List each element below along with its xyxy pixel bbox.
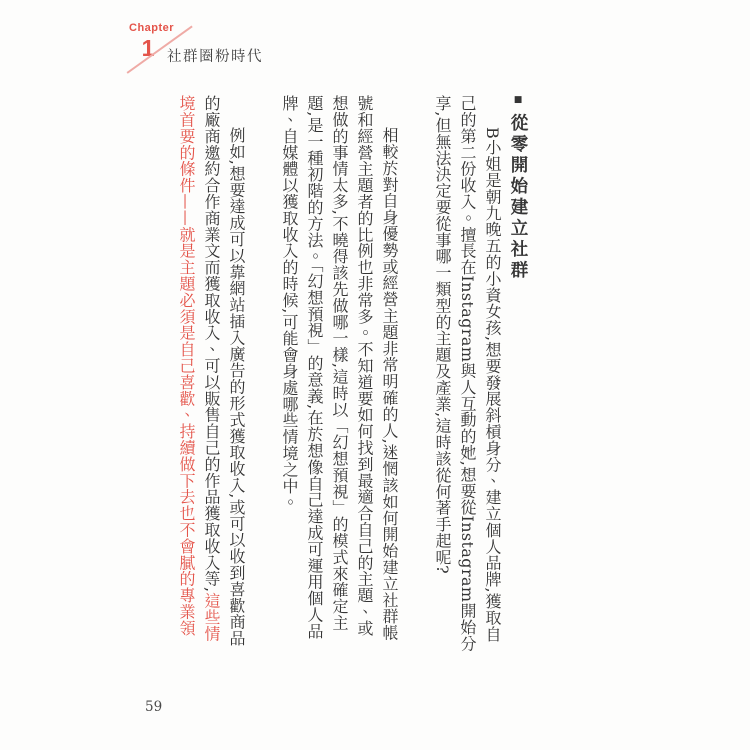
paragraph-1-text: B小姐是朝九晚五的小資女孩,想要發展斜槓身分、建立個人品牌,獲取自己的第二份收入。擅長在Instagram與人互動的她,想要從Instagram開始分享,但無法決定要從事哪一類型的主題及產業,這時該從何著手起呢? xyxy=(433,95,502,652)
chapter-label: Chapter xyxy=(129,22,175,34)
paragraph-2 xyxy=(277,95,402,652)
paragraph-3-highlight: 這些情境首要的條件——就是主題必須是自己喜歡、持續做下去也不會膩的專業領 xyxy=(177,95,221,642)
paragraph-3-text: 例如,想要達成可以靠網站插入廣告的形式獲取收入,或可以收到喜歡商品的廠商邀約合作商業文而獲取收入、可以販售自己的作品獲取收入等, xyxy=(202,95,246,647)
page-text-body xyxy=(154,95,554,652)
page-number: 59 xyxy=(145,699,163,715)
book-title: 社群圈粉時代 xyxy=(167,49,263,65)
section-heading xyxy=(505,95,554,652)
chapter-header xyxy=(129,22,175,61)
paragraph-3 xyxy=(174,95,249,652)
chapter-number: 1 xyxy=(141,35,155,61)
square-bullet-icon: ■ xyxy=(513,95,523,109)
paragraph-2-text: 相較於對自身優勢或經營主題非常明確的人,迷惘該如何開始建立社群帳號和經營主題者的比例也非常多。不知道要如何找到最適合自己的主題、或想做的事情太多,不曉得該先做哪一樣,這時以「幻想預視」的模式來確定主題,是一種初階的方法。「幻想預視」的意義,在於想像自己達成可運用個人品牌、自媒體以獲取收入的時候,可能會身處哪些情境之中。 xyxy=(280,95,399,641)
section-title: 從零開始建立社群 xyxy=(508,113,528,282)
paragraph-1 xyxy=(430,95,505,652)
